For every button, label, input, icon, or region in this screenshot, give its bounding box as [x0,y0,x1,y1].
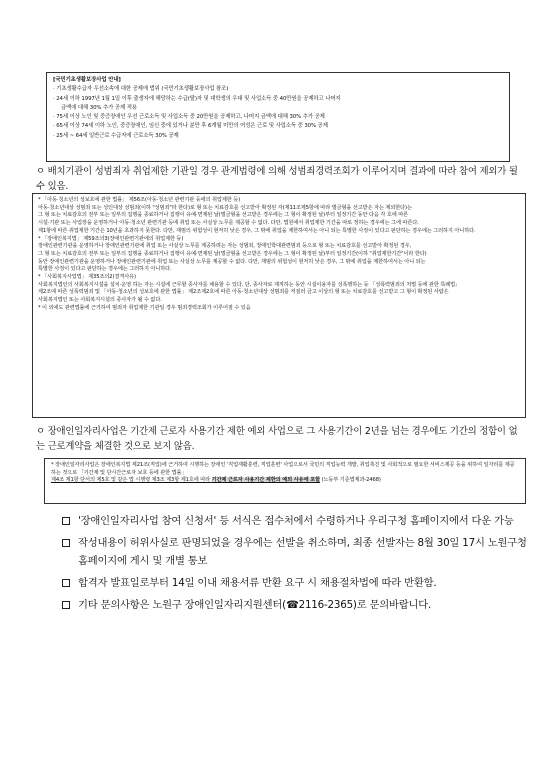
checklist-item-text: 작성내용이 허위사실로 판명되었을 경우에는 선발을 취소하며, 최종 선발자는 8월 30일 17시 노원구청 홈페이지에 게시 및 개별 통보 [78,537,527,567]
law-line: 사회복지법인 또는 사회복지시설의 종사자가 될 수 없다. [38,297,162,304]
info-line: · 25세 ~ 64세 일반근로 수급자에 근로소득 30% 공제 [53,132,179,139]
law-line: * 「장애인복지법」 제59조의3(장애인관련기관에의 취업제한 등) [38,235,184,242]
law-line: 제2조에 따른 성폭력범죄 및 「아동·청소년의 성보호에 관한 법률」 제2조제2호에 따른 아동·청소년대상 성범죄를 저질러 금고 이상의 형 또는 치료감호를 선고받고 그 형이 확정된 사람은 [38,289,449,296]
law-line: 아동·청소년대상 성범죄 또는 성인대상 성범죄(이하 "성범죄"라 한다)로 형 또는 치료감호를 선고받아 확정된 자(제11조제5항에 따라 벌금형을 선고받은 자는 제외한다)는 [38,204,412,211]
checkbox-square-icon [62,601,70,609]
info-line: · 기초생활수급자 우선소속에 대한 공제에 법위 (국민기초생활보장사업 참조) [53,86,229,93]
law-line: 시설·기관 또는 사업장을 운영하거나 아동·청소년 관련기관 등에 취업 또는 사실상 노무를 제공할 수 없다. 다만, 법원에서 취업제한 기간을 따로 정하는 경우에는 그에 따른다. [38,220,419,227]
law-line: 동안 장애인관련기관을 운영하거나 장애인관련기관에 취업 또는 사실상 노무를 제공할 수 없다. 다만, 재범의 위험성이 현저히 낮은 경우, 그 밖에 취업을 제한하여서는 아니 되는 [38,258,426,265]
law-line: 그 형 또는 치료감호의 전부 또는 일부의 집행을 종료하거나 집행이 유예·면제된 날(벌금형을 선고받은 경우에는 그 형이 확정된 날)부터 일정기간 동안 다음 각 호에 따른 [38,212,409,219]
checklist-item-text: 합격자 발표일로부터 14일 이내 채용서류 반환 요구 시 채용절차법에 따라 반환함. [78,577,437,589]
sex-offender-check-notice: ㅇ 배치기관이 성범죄자 취업제한 기관일 경우 관계법령에 의해 성범죄경력조회가 이루어지며 결과에 따라 참여 제외가 될 수 있음. [36,166,518,192]
employment-restriction-law-box [32,193,526,418]
info-line: · 24세 이하 1997년 1월 1일 이후 출생자에 해당하는 수급(탈)자 및 대학생의 우대 및 사업소득 중 40만원을 공제하고 나머지 [53,95,341,102]
checklist-item-text: '장애인일자리사업 참여 신청서' 등 서식은 접수처에서 수령하거나 우리구청 홈페이지에서 다운 가능 [78,515,514,527]
checklist-item [62,574,532,592]
law-line: 특별한 사정이 있다고 판단하는 경우에는 그러하지 아니하다. [38,266,172,273]
basis-line: * 장애인일자리사업은 장애인복지법 제21조(직업)에 근거하여 시행하는 장애인 '직업재활훈련, 직업훈련' 사업으로서 국민의 직업능력 개발, 취업촉진 및 사회적으로 필요한 서비스제공 등을 위하여 일자리를 제공하는 것으로 「기간제 및 단시간근로자 보호 등에 관한 법률」 [51,462,515,476]
fixed-term-exception-basis-box [44,458,526,504]
info-line: 금액에 대해 30% 추가 공제 적용 [61,104,137,111]
law-line: 장애인관련기관을 운영하거나 장애인관련기관에 취업 또는 사실상 노무를 제공하려는 자는 성범죄, 장애인학대관련범죄 등으로 형 또는 치료감호를 선고받아 확정된 경우, [38,243,412,250]
checkbox-square-icon [62,579,70,587]
checkbox-square-icon [62,539,70,547]
law-line: * 「아동·청소년의 성보호에 관한 법률」 제56조(아동·청소년 관련기관 등에의 취업제한 등) [38,197,241,203]
fixed-term-exception-notice: ㅇ 장애인일자리사업은 기간제 근로자 사용기간 제한 예외 사업으로 그 사용기간이 2년을 넘는 경우에도 기간의 정함이 없는 근로계약을 체결한 것으로 보지 않음. [36,426,518,452]
info-line: · 65세 이상 74세 이하 노인, 중증장애인, 임신 중에 있거나 분만 후 6개월 미만의 여성은 근로 및 사업소득 중 30% 공제 [53,123,328,130]
basis-line-part: (노동부 기준법제과-2468) [320,477,381,484]
notice-checklist [62,512,532,618]
checklist-item-text: 기타 문의사항은 노원구 장애인일자리지원센터(☎2116-2365)로 문의바랍니다. [78,599,432,611]
basis-line [51,477,519,485]
info-line: · 75세 이상 노인 및 중증장애인 우선 근로소득 및 사업소득 중 20만원을 공제하고, 나머지 금액에 대해 30% 추가 공제 [53,114,325,121]
basic-livelihood-info-box [46,72,510,162]
checklist-item [62,534,532,570]
checklist-item [62,596,532,614]
checklist-item [62,512,532,530]
law-line: 사회복지법인의 사회복지시설을 설치·운영 하는 자는 시설에 근무할 종사자를 채용할 수 있다. 단, 종사자로 재직하는 동안 시설이용자를 성폭행하는 등 「성폭력범죄의 처벌 등에 관한 특례법」 [38,281,461,288]
checkbox-square-icon [62,517,70,525]
basis-highlight: 기간제 근로자 사용기간 제한의 예외 사유에 포함 [211,477,321,484]
law-line: 그 형 또는 치료감호의 전부 또는 일부의 집행을 종료하거나 집행이 유예·면제된 날(벌금형을 선고받은 경우에는 그 형이 확정된 날)부터 일정기간(이하 "취업제한기간"이라 한다) [38,250,427,257]
basis-line-part: 제4조 제1항 단서의 제5호 및 같은 법 시행령 제3조 제3항 제1호에 따라 [51,477,212,484]
info-box-title: [국민기초생활보장사업 안내] [53,77,121,83]
law-line: * 「사회복지사업법」 제35조의2(결격사유) [38,274,136,281]
law-line: * 이 외에도 관련법률에 근거하여 범죄자 취업제한 기관일 경우 범죄경력조회가 이루어질 수 있음 [38,304,251,311]
law-line: 제1항에 따른 취업제한 기간은 10년을 초과하지 못한다. 다만, 재범의 위험성이 현저히 낮은 경우, 그 밖에 취업을 제한하여서는 아니 되는 특별한 사정이 있다고 판단하는 경우에는 그러하지 아니하다. [38,227,476,234]
